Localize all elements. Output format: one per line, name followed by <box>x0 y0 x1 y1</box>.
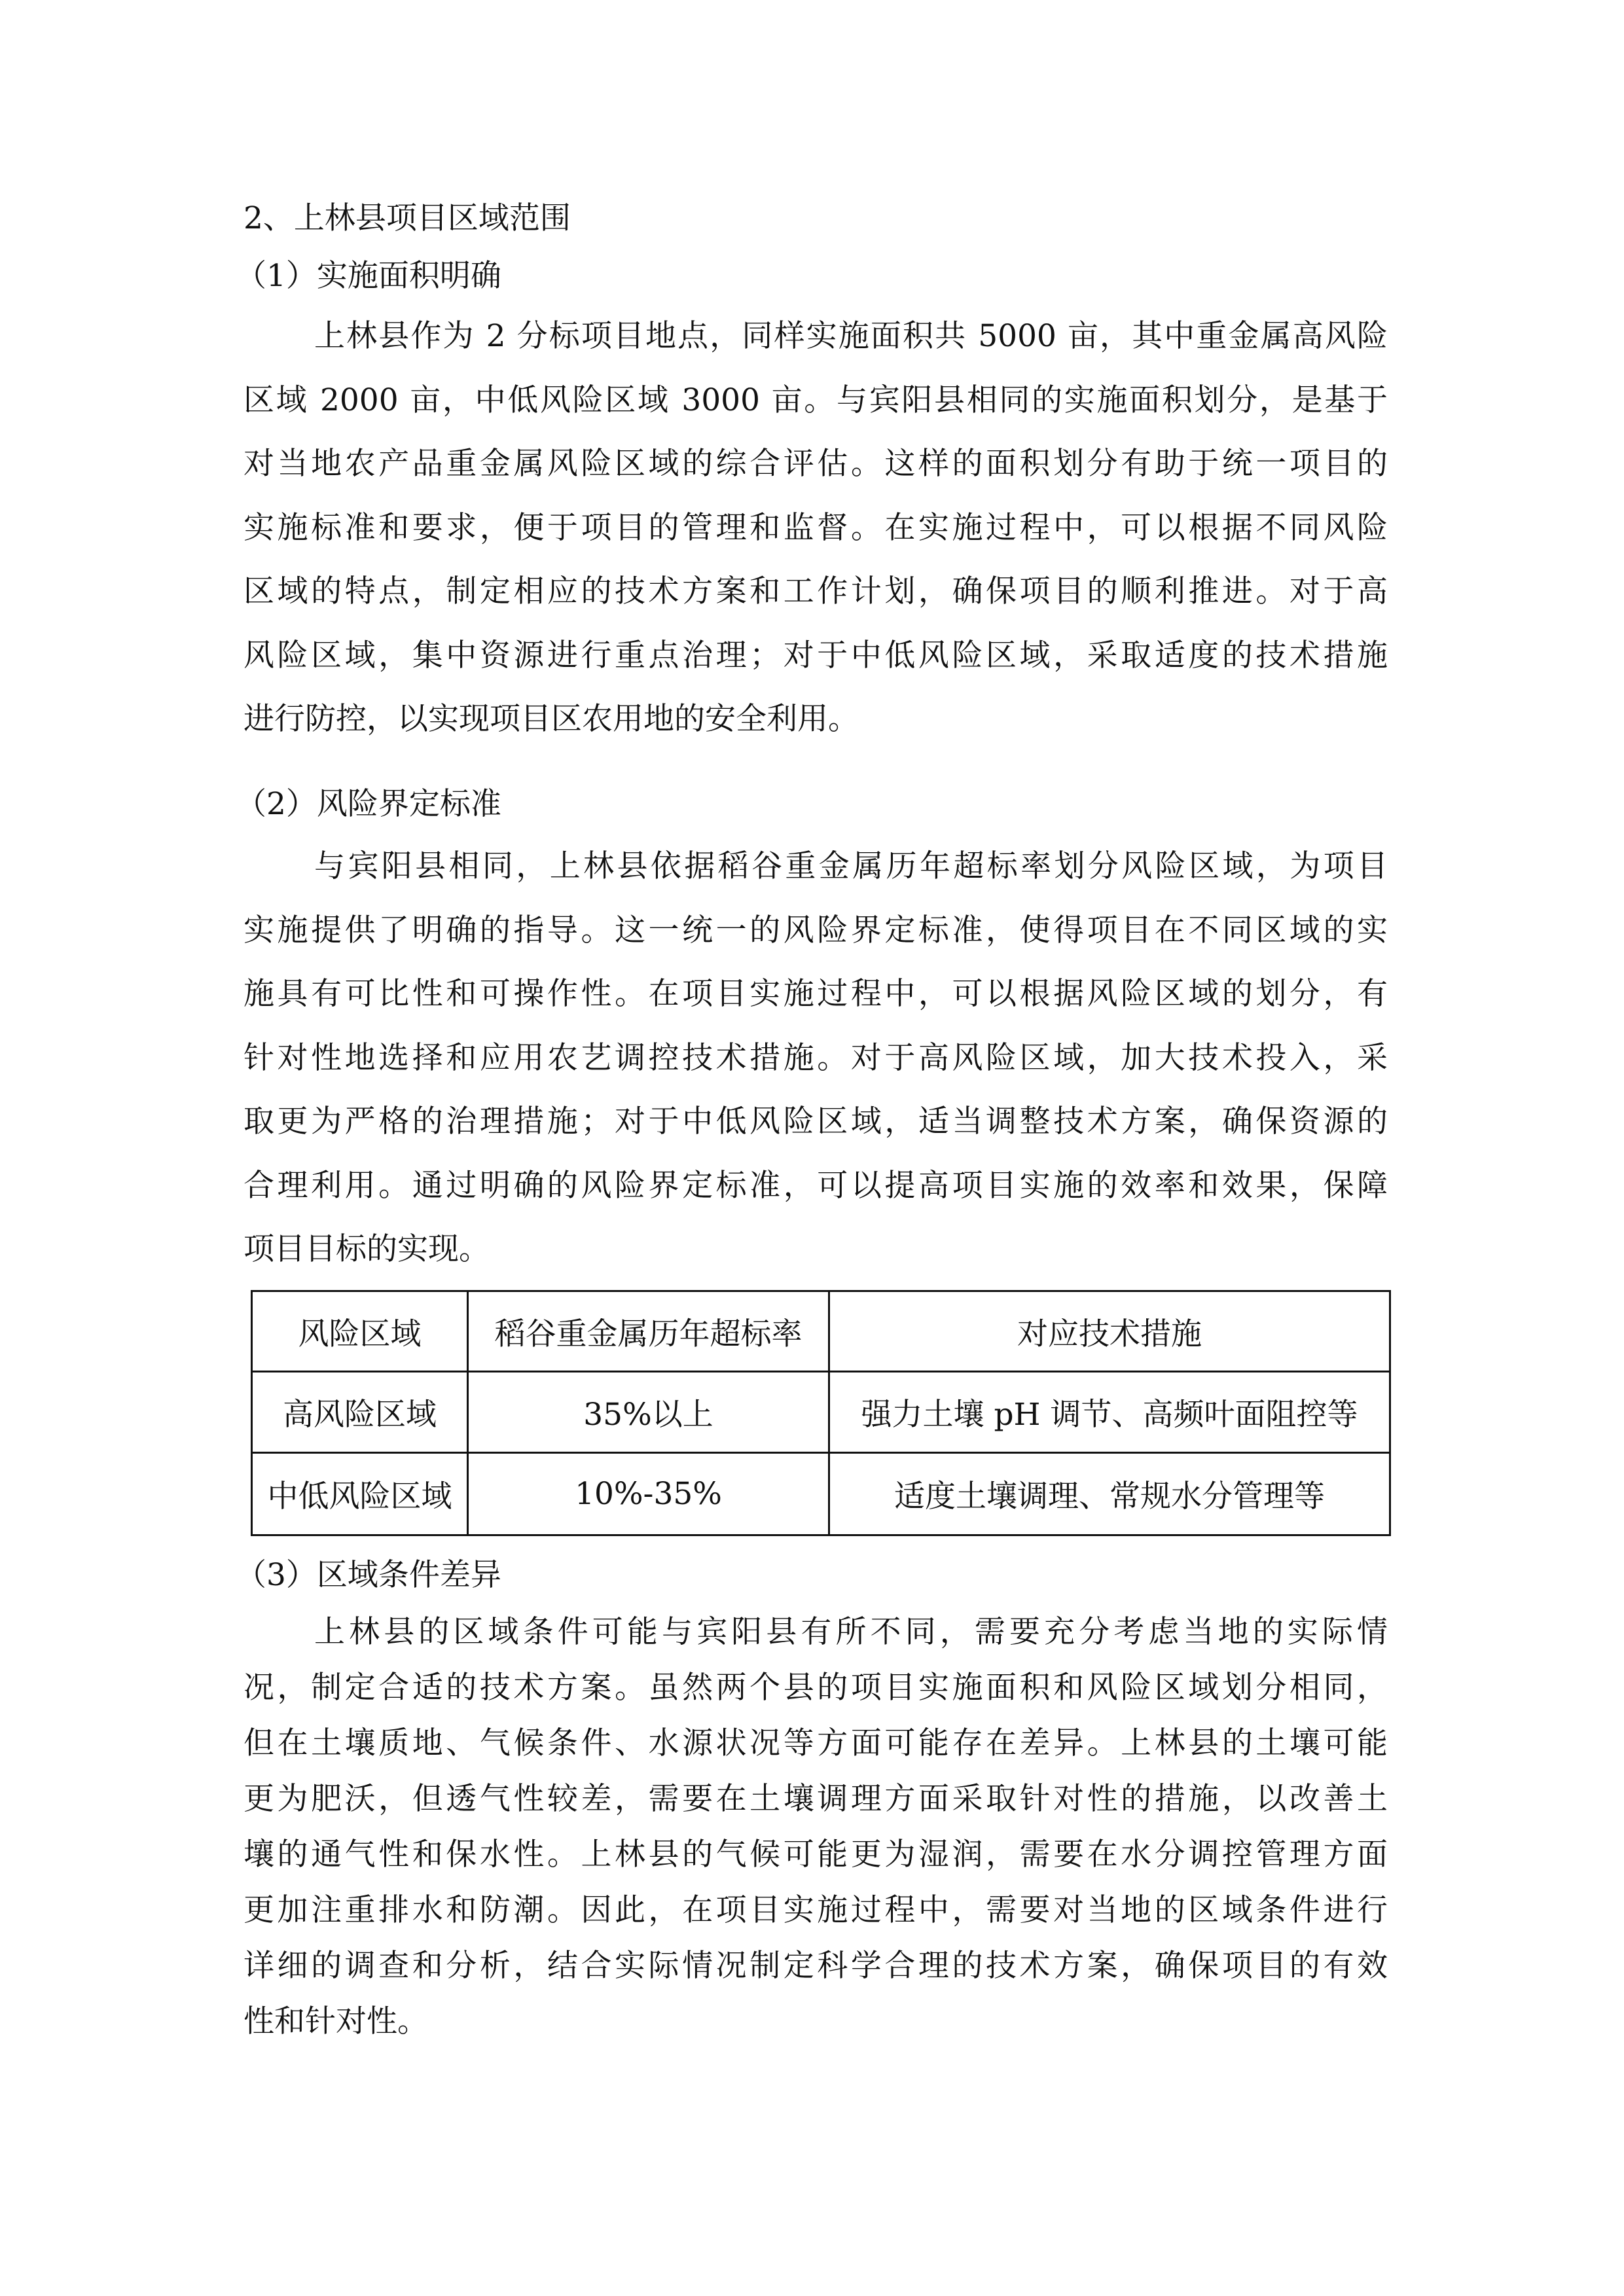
paragraph-line: 施具有可比性和可操作性。在项目实施过程中，可以根据风险区域的划分，有 <box>244 976 1388 1012</box>
paragraph-line: 实施提供了明确的指导。这一统一的风险界定标准，使得项目在不同区域的实 <box>244 912 1388 948</box>
subsection-title: （3）区域条件差异 <box>236 1557 501 1593</box>
table-cell: 中低风险区域 <box>252 1453 468 1535</box>
table-cell: 强力土壤 pH 调节、高频叶面阻控等 <box>829 1372 1390 1453</box>
table-cell: 35%以上 <box>468 1372 829 1453</box>
risk-table <box>251 1290 1391 1536</box>
paragraph-line: 取更为严格的治理措施；对于中低风险区域，适当调整技术方案，确保资源的 <box>244 1103 1388 1139</box>
table-row <box>252 1372 1390 1453</box>
paragraph-line: 更加注重排水和防潮。因此，在项目实施过程中，需要对当地的区域条件进行 <box>244 1892 1388 1928</box>
paragraph-line: 与宾阳县相同，上林县依据稻谷重金属历年超标率划分风险区域，为项目 <box>314 848 1388 884</box>
paragraph-line: 对当地农产品重金属风险区域的综合评估。这样的面积划分有助于统一项目的 <box>244 446 1388 482</box>
paragraph-line: 性和针对性。 <box>244 2003 428 2039</box>
paragraph-line: 风险区域，集中资源进行重点治理；对于中低风险区域，采取适度的技术措施 <box>244 637 1388 673</box>
paragraph-line: 但在土壤质地、气候条件、水源状况等方面可能存在差异。上林县的土壤可能 <box>244 1725 1388 1761</box>
subsection-title: （2）风险界定标准 <box>236 786 501 822</box>
table-row <box>252 1453 1390 1535</box>
paragraph-line: 针对性地选择和应用农艺调控技术措施。对于高风险区域，加大技术投入，采 <box>244 1039 1388 1076</box>
paragraph-line: 区域 2000 亩，中低风险区域 3000 亩。与宾阳县相同的实施面积划分，是基于 <box>244 382 1388 418</box>
table-header-cell: 对应技术措施 <box>829 1291 1390 1372</box>
paragraph-line: 详细的调查和分析，结合实际情况制定科学合理的技术方案，确保项目的有效 <box>244 1948 1388 1984</box>
table-header-cell: 稻谷重金属历年超标率 <box>468 1291 829 1372</box>
paragraph-line: 实施标准和要求，便于项目的管理和监督。在实施过程中，可以根据不同风险 <box>244 509 1388 546</box>
paragraph-line: 上林县的区域条件可能与宾阳县有所不同，需要充分考虑当地的实际情 <box>314 1614 1388 1650</box>
paragraph-line: 合理利用。通过明确的风险界定标准，可以提高项目实施的效率和效果，保障 <box>244 1167 1388 1204</box>
paragraph-line: 上林县作为 2 分标项目地点，同样实施面积共 5000 亩，其中重金属高风险 <box>314 318 1388 354</box>
table-cell: 高风险区域 <box>252 1372 468 1453</box>
paragraph-line: 更为肥沃，但透气性较差，需要在土壤调理方面采取针对性的措施，以改善土 <box>244 1781 1388 1817</box>
table-header-row <box>252 1291 1390 1372</box>
paragraph-line: 壤的通气性和保水性。上林县的气候可能更为湿润，需要在水分调控管理方面 <box>244 1837 1388 1873</box>
paragraph-line: 况，制定合适的技术方案。虽然两个县的项目实施面积和风险区域划分相同， <box>244 1670 1388 1706</box>
table-cell: 10%-35% <box>468 1453 829 1535</box>
table-cell: 适度土壤调理、常规水分管理等 <box>829 1453 1390 1535</box>
paragraph-line: 进行防控，以实现项目区农用地的安全利用。 <box>244 701 859 737</box>
paragraph-line: 区域的特点，制定相应的技术方案和工作计划，确保项目的顺利推进。对于高 <box>244 573 1388 609</box>
section-heading: 2、上林县项目区域范围 <box>244 200 571 236</box>
table-header-cell: 风险区域 <box>252 1291 468 1372</box>
paragraph-line: 项目目标的实现。 <box>244 1231 490 1267</box>
subsection-title: （1）实施面积明确 <box>236 258 501 294</box>
